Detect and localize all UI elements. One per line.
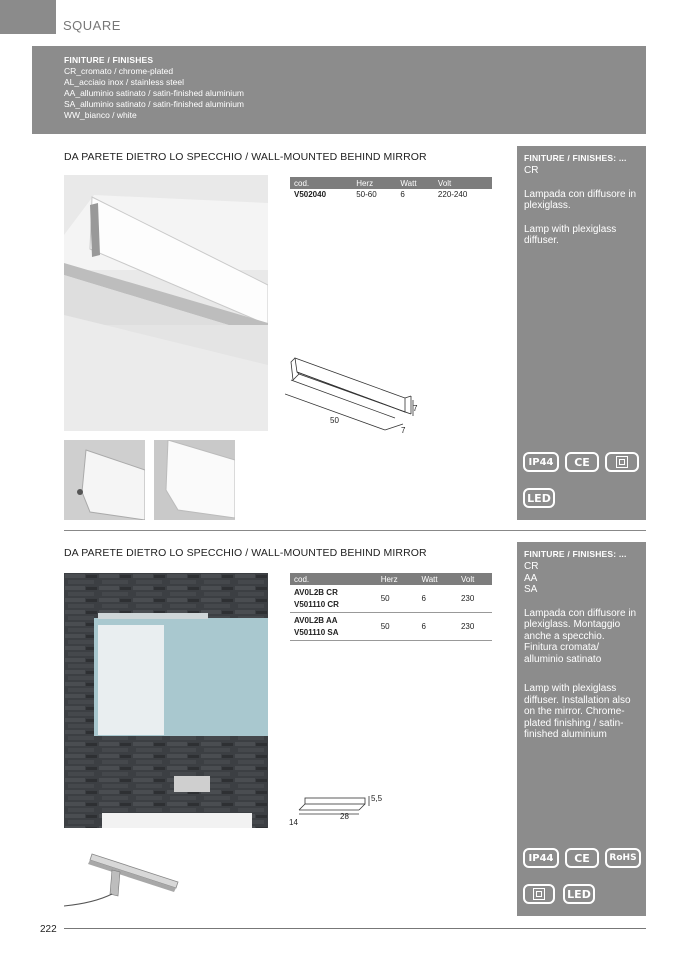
finish-codes: [524, 165, 640, 177]
product1-thumbnail-2: [154, 440, 235, 520]
product-code: V502040: [294, 190, 327, 199]
product-code-a: AV0L2B AA: [294, 616, 338, 625]
ip44-badge: IP44: [523, 452, 559, 472]
finish-code: CR: [524, 561, 539, 572]
dimension-height: 5,5: [371, 794, 383, 803]
description-it: Lampada con diffusore in plexiglass.: [524, 188, 637, 211]
product2-spec-table: [290, 573, 492, 642]
col-header: Watt: [396, 177, 434, 189]
led-badge: LED: [563, 884, 595, 904]
page-number: 222: [40, 924, 57, 935]
col-header: Volt: [434, 177, 492, 189]
finish-code: SA: [524, 584, 538, 595]
description-en: Lamp with plexiglass diffuser.: [524, 223, 617, 246]
finish-line: AL_acciaio inox / stainless steel: [64, 77, 185, 87]
section-divider: [64, 530, 646, 531]
watt-value: 6: [417, 613, 457, 641]
product1-finishes-panel: [517, 146, 646, 520]
panel-heading: FINITURE / FINISHES: ...: [524, 549, 627, 559]
product1-main-photo: [64, 175, 268, 431]
product-code-a: AV0L2B CR: [294, 588, 338, 597]
description-en: Lamp with plexiglass diffuser. Installation also on the mirror. Chrome-plated finishing / satin-finished aluminium: [524, 683, 631, 740]
col-header: cod.: [290, 177, 352, 189]
finish-line: CR_cromato / chrome-plated: [64, 66, 174, 76]
led-badge: LED: [523, 488, 555, 508]
col-header: Herz: [377, 573, 418, 585]
volt-value: 220-240: [437, 190, 468, 199]
product-code: [290, 585, 377, 613]
ip44-badge: IP44: [523, 848, 559, 868]
panel-heading: FINITURE / FINISHES: ...: [524, 153, 627, 163]
table-row: [290, 613, 492, 641]
finish-code: AA: [524, 572, 538, 584]
herz-value: 50: [377, 613, 418, 641]
lamp-detail-illustration: [154, 440, 235, 520]
lamp-render-illustration: [64, 175, 268, 431]
finish-line: SA_alluminio satinato / satin-finished aluminium: [64, 99, 245, 109]
product1-title: DA PARETE DIETRO LO SPECCHIO / WALL-MOUNTED BEHIND MIRROR: [64, 151, 427, 163]
product-code: [290, 613, 377, 641]
product1-thumbnail-1: [64, 440, 145, 520]
footer-rule: [64, 928, 646, 929]
table-end-row: [290, 641, 492, 642]
lamp-detail-illustration: [64, 440, 145, 520]
product2-main-photo: [64, 573, 268, 828]
col-header: Herz: [352, 177, 396, 189]
product2-technical-drawing: [285, 788, 395, 830]
product-code-b: V501110 SA: [294, 628, 339, 637]
col-header: cod.: [290, 573, 377, 585]
product2-lamp-photo: [64, 848, 182, 910]
watt-value: 6: [421, 594, 426, 603]
volt-value: 230: [457, 613, 492, 641]
product2-finishes-panel: [517, 542, 646, 916]
product1-spec-table: [290, 177, 492, 200]
dimension-depth: 7: [401, 426, 406, 435]
table-row: [290, 585, 492, 613]
lamp-product-illustration: [64, 848, 182, 910]
finish-line: WW_bianco / white: [64, 110, 137, 120]
watt-value: 6: [400, 190, 405, 199]
rohs-badge: RoHS: [605, 848, 641, 868]
herz-value: 50: [380, 594, 390, 603]
description-it: Lampada con diffusore in plexiglass. Montaggio anche a specchio. Finitura cromata/ alluminio satinato: [524, 607, 637, 665]
finish-codes: [524, 561, 640, 596]
product2-title: DA PARETE DIETRO LO SPECCHIO / WALL-MOUNTED BEHIND MIRROR: [64, 547, 427, 559]
col-header: Watt: [417, 573, 457, 585]
product1-technical-drawing: [285, 350, 425, 440]
table-header-row: [290, 573, 492, 585]
finish-line: AA_alluminio satinato / satin-finished aluminium: [64, 88, 245, 98]
finishes-legend: [32, 46, 646, 134]
product-code-b: V501110 CR: [294, 600, 339, 609]
dimension-depth: 14: [289, 818, 298, 827]
ce-badge: CE: [565, 848, 599, 868]
volt-value: 230: [460, 594, 475, 603]
finishes-heading: FINITURE / FINISHES: [64, 55, 154, 65]
finish-code: CR: [524, 165, 539, 176]
col-header: Volt: [457, 573, 492, 585]
table-header-row: [290, 177, 492, 189]
double-insulation-icon: [605, 452, 639, 472]
corner-block: [0, 0, 56, 34]
table-row: [290, 189, 492, 200]
bathroom-scene-illustration: [64, 573, 268, 828]
dimension-height: 7: [413, 404, 418, 413]
dimension-length: 28: [340, 812, 349, 821]
series-title: SQUARE: [63, 18, 121, 33]
double-insulation-icon: [523, 884, 555, 904]
dimension-length: 50: [330, 416, 339, 425]
herz-value: 50-60: [356, 190, 377, 199]
ce-badge: CE: [565, 452, 599, 472]
